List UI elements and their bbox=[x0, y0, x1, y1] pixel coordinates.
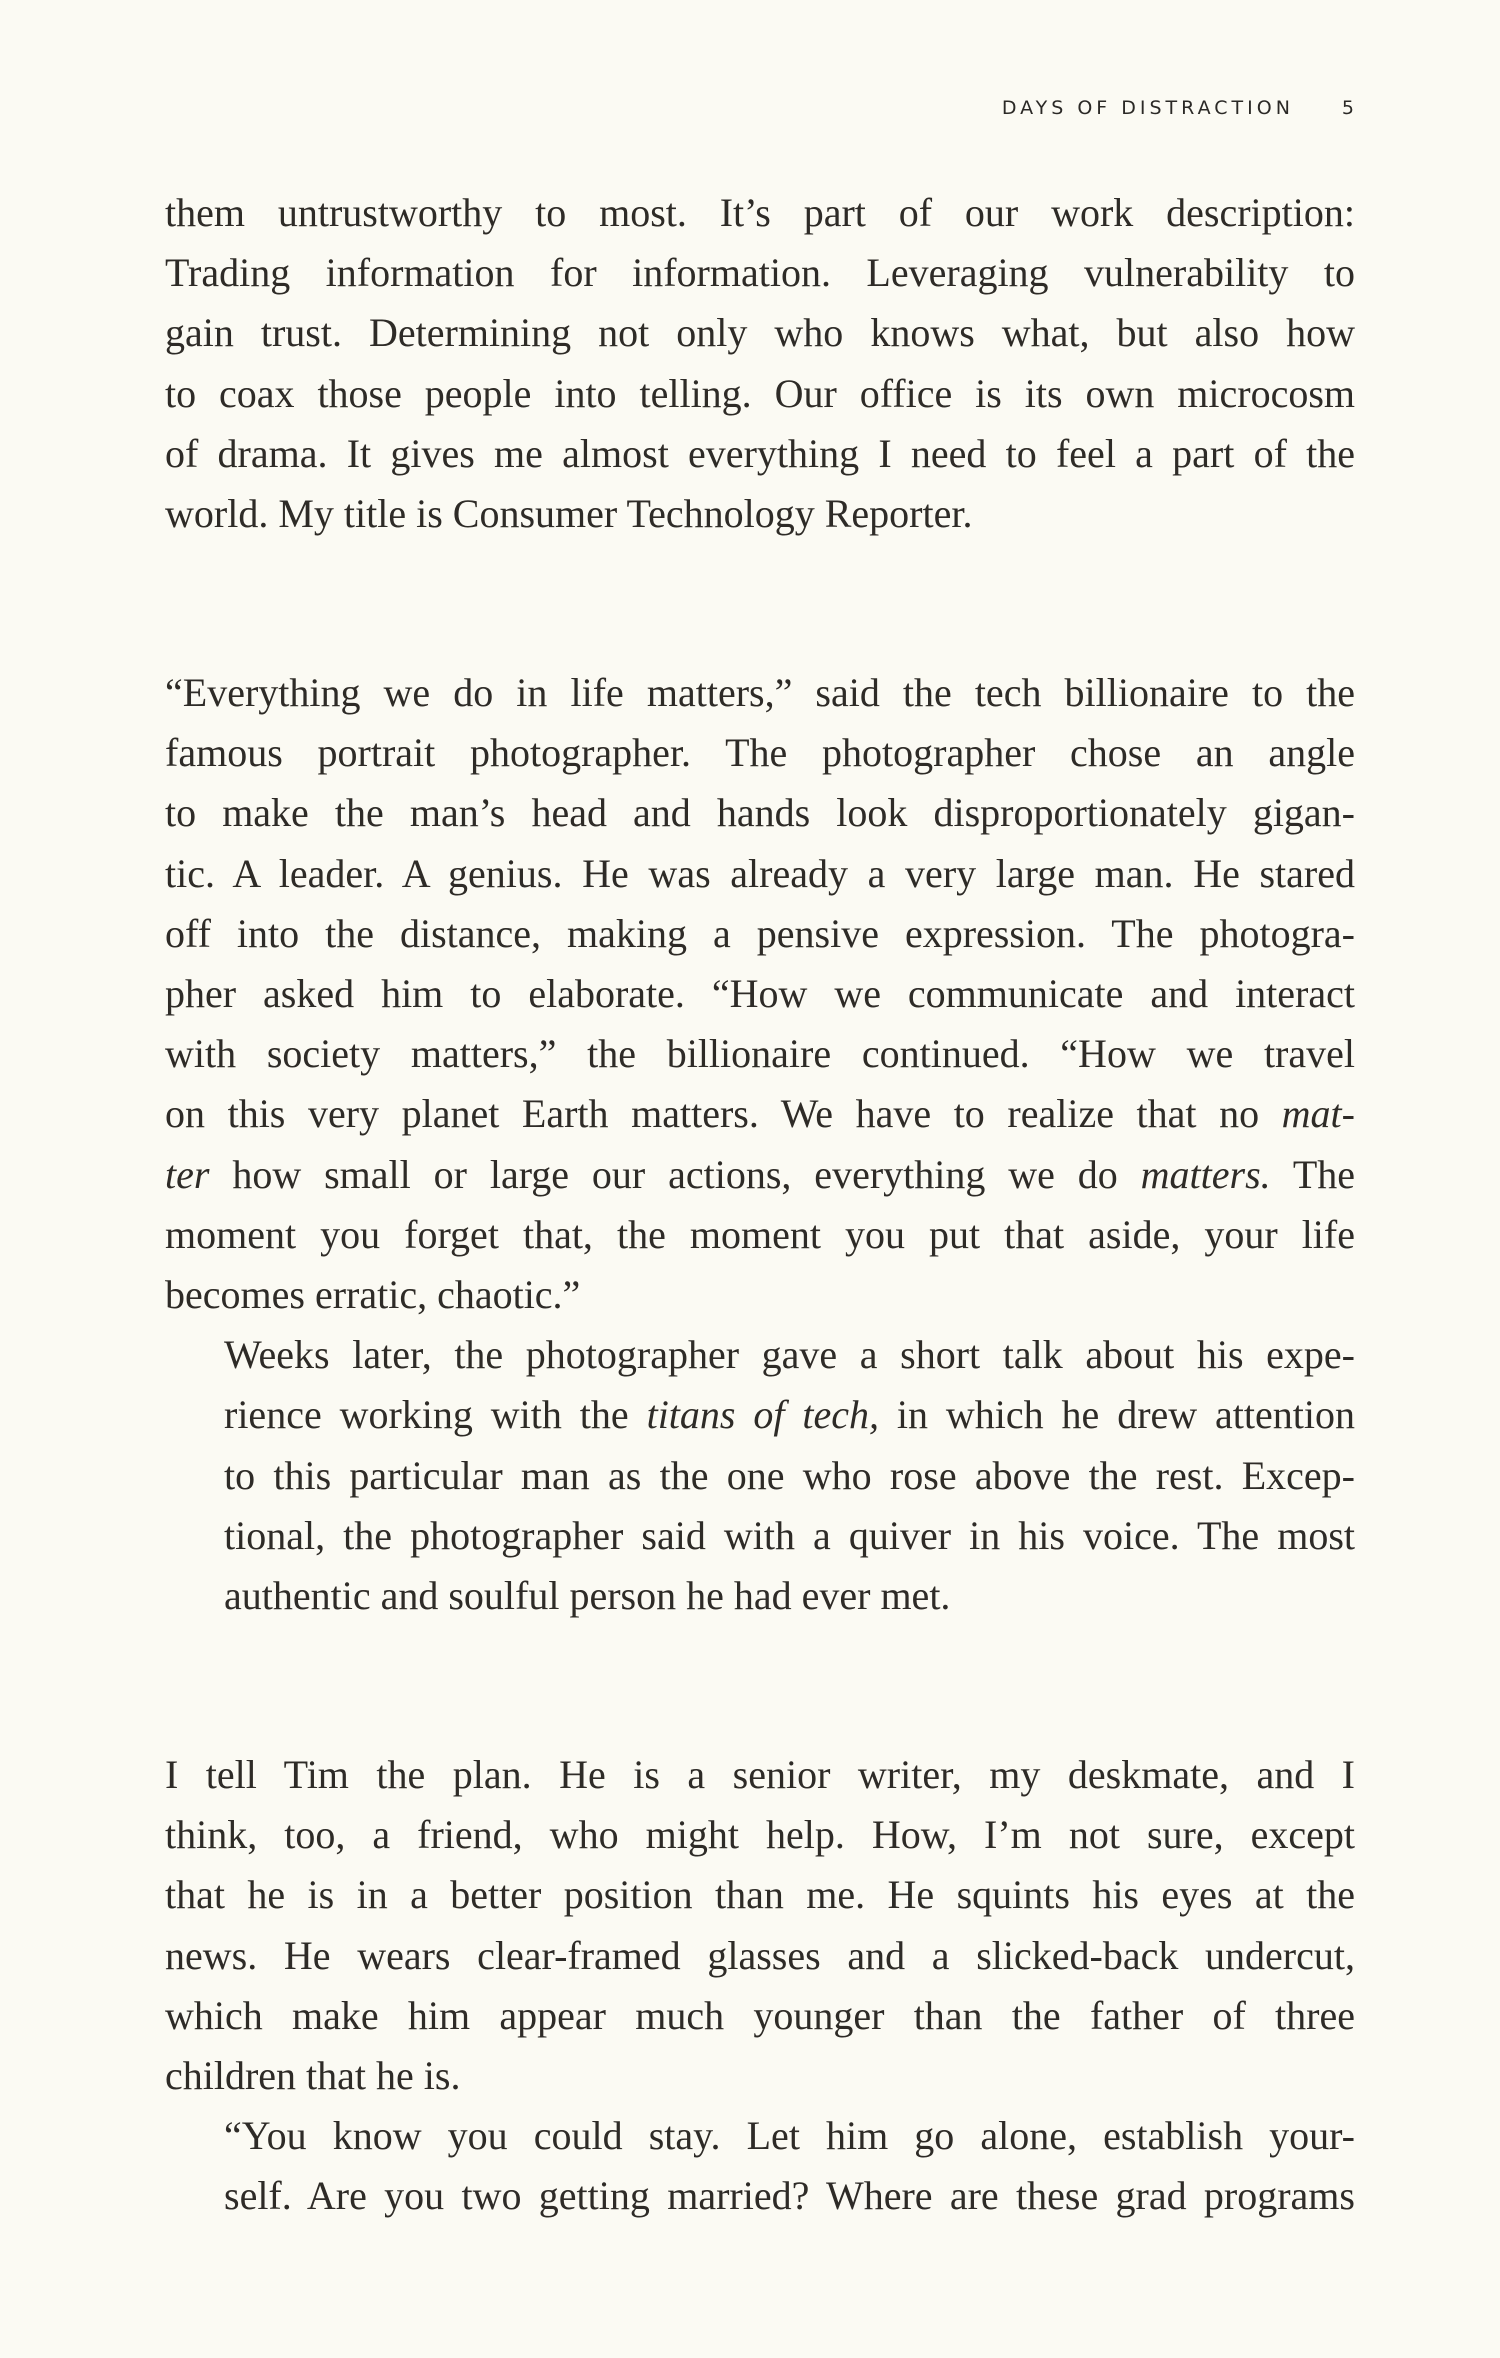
text-line: on this very planet Earth matters. We have to realize that no mat- bbox=[165, 1091, 1355, 1137]
text-line: with society matters,” the billionaire continued. “How we travel bbox=[165, 1031, 1355, 1077]
text-section-3 bbox=[165, 1745, 1355, 2227]
text-section-2 bbox=[165, 663, 1355, 1626]
paragraph bbox=[165, 2106, 1355, 2226]
text-line: Trading information for information. Leveraging vulnerability to bbox=[165, 250, 1355, 296]
paragraph bbox=[165, 663, 1355, 1325]
running-header bbox=[1002, 97, 1354, 119]
text-line: “Everything we do in life matters,” said the tech billionaire to the bbox=[165, 670, 1355, 715]
paragraph bbox=[165, 183, 1355, 544]
text-line: tional, the photographer said with a quiver in his voice. The most bbox=[224, 1512, 1355, 1558]
text-line: tic. A leader. A genius. He was already a very large man. He stared bbox=[165, 850, 1355, 896]
text-line: pher asked him to elaborate. “How we communicate and interact bbox=[165, 971, 1355, 1017]
text-line: to make the man’s head and hands look disproportionately gigan- bbox=[165, 790, 1355, 836]
text-line: to this particular man as the one who rose above the rest. Excep- bbox=[224, 1452, 1355, 1498]
text-line: world. My title is Consumer Technology Reporter. bbox=[165, 491, 973, 537]
text-line: to coax those people into telling. Our office is its own microcosm bbox=[165, 370, 1355, 416]
emphasis: mat- bbox=[1281, 1091, 1355, 1137]
text-line: think, too, a friend, who might help. How, I’m not sure, except bbox=[165, 1812, 1355, 1858]
text-line: that he is in a better position than me. He squints his eyes at the bbox=[165, 1872, 1355, 1918]
emphasis: matters. bbox=[1140, 1151, 1271, 1197]
text-line: moment you forget that, the moment you put that aside, your life bbox=[165, 1211, 1355, 1257]
text-line: children that he is. bbox=[165, 2053, 461, 2099]
page-number: 5 bbox=[1341, 97, 1354, 119]
paragraph bbox=[165, 1745, 1355, 2106]
text-line: Weeks later, the photographer gave a short talk about his expe- bbox=[224, 1332, 1355, 1378]
emphasis: ter bbox=[165, 1151, 210, 1197]
text-line: famous portrait photographer. The photographer chose an angle bbox=[165, 730, 1355, 776]
text-section-1 bbox=[165, 183, 1355, 544]
text-line: of drama. It gives me almost everything I need to feel a part of the bbox=[165, 430, 1355, 476]
text-line: I tell Tim the plan. He is a senior writer, my deskmate, and I bbox=[165, 1752, 1355, 1797]
text-line: them untrustworthy to most. It’s part of our work description: bbox=[165, 190, 1355, 235]
text-line: authentic and soulful person he had ever met. bbox=[224, 1573, 951, 1619]
running-title: DAYS OF DISTRACTION bbox=[1001, 97, 1294, 119]
text-line: news. He wears clear-framed glasses and a slicked-back undercut, bbox=[165, 1932, 1355, 1978]
text-line: “You know you could stay. Let him go alone, establish your- bbox=[224, 2113, 1355, 2159]
paragraph bbox=[165, 1325, 1355, 1626]
text-line: which make him appear much younger than the father of three bbox=[165, 1992, 1355, 2038]
emphasis: titans of tech, bbox=[646, 1392, 880, 1438]
text-line: rience working with the titans of tech, in which he drew attention bbox=[224, 1392, 1356, 1438]
text-line: becomes erratic, chaotic.” bbox=[165, 1272, 581, 1318]
text-line: ter how small or large our actions, everything we do matters. The bbox=[165, 1151, 1356, 1197]
text-line: self. Are you two getting married? Where are these grad programs bbox=[224, 2173, 1355, 2219]
text-line: gain trust. Determining not only who knows what, but also how bbox=[165, 310, 1355, 356]
text-line: off into the distance, making a pensive expression. The photogra- bbox=[165, 910, 1355, 956]
